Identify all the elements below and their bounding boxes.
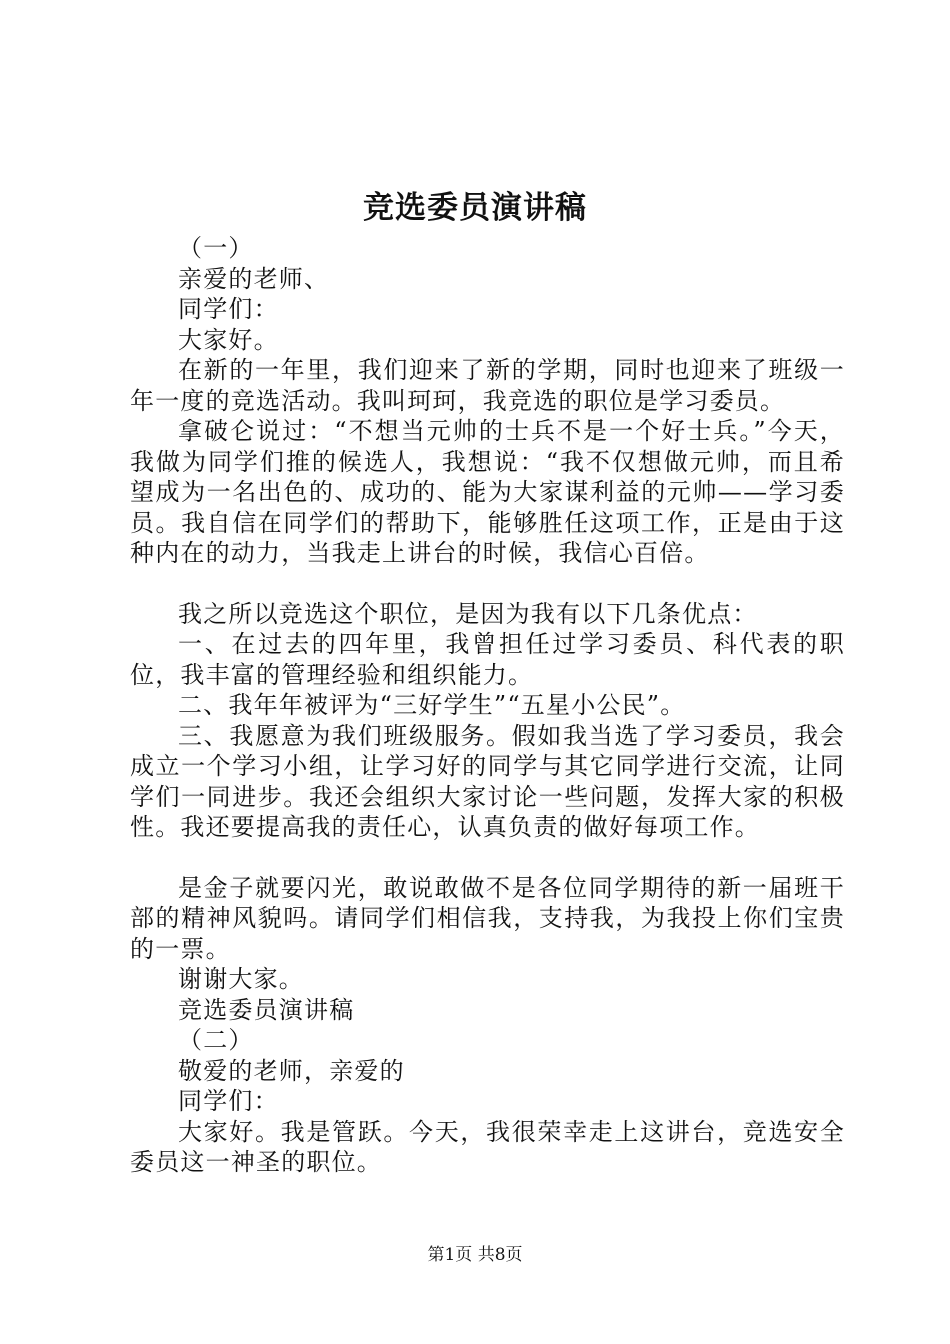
paragraph-salutation-teacher-two: 敬爱的老师，亲爱的	[178, 1056, 405, 1085]
paragraph-second-title: 竞选委员演讲稿	[178, 995, 355, 1024]
paragraph-greeting-two: 大家好。我是管跃。今天，我很荣幸走上这讲台，竞选安全委员这一神圣的职位。	[130, 1117, 845, 1176]
paragraph-reasons-intro: 我之所以竞选这个职位，是因为我有以下几条优点：	[178, 599, 758, 628]
paragraph-salutation-classmates: 同学们：	[178, 295, 279, 323]
paragraph-spacer	[130, 843, 845, 873]
paragraph-spacer	[130, 569, 845, 599]
paragraph-thanks: 谢谢大家。	[178, 965, 304, 993]
paragraph-salutation-teacher: 亲爱的老师、	[178, 264, 330, 293]
document-body	[130, 233, 845, 1178]
page-indicator: 第1页 共8页	[427, 1245, 523, 1265]
document-title: 竞选委员演讲稿	[363, 190, 587, 226]
paragraph-introduction: 在新的一年里，我们迎来了新的学期，同时也迎来了班级一年一度的竞选活动。我叫珂珂，我竞选的职位是学习委员。	[130, 356, 845, 415]
paragraph-reason-three: 三、我愿意为我们班级服务。假如我当选了学习委员，我会成立一个学习小组，让学习好的同学与其它同学进行交流，让同学们一同进步。我还会组织大家讨论一些问题，发挥大家的积极性。我还要提高我的责任心，认真负责的做好每项工作。	[130, 721, 845, 841]
paragraph-napoleon-quote: 拿破仑说过：“不想当元帅的士兵不是一个好士兵。”今天，我做为同学们推的候选人，我想说：“我不仅想做元帅，而且希望成为一名出色的、成功的、能为大家谋利益的元帅——学习委员。我自信在同学们的帮助下，能够胜任这项工作，正是由于这种内在的动力，当我走上讲台的时候，我信心百倍。	[130, 417, 845, 567]
paragraph-salutation-classmates-two: 同学们：	[178, 1087, 279, 1115]
paragraph-reason-two: 二、我年年被评为“三好学生”“五星小公民”。	[178, 691, 686, 719]
paragraph-section-two-heading: （二）	[178, 1026, 254, 1054]
paragraph-reason-one: 一、在过去的四年里，我曾担任过学习委员、科代表的职位，我丰富的管理经验和组织能力。	[130, 630, 845, 689]
paragraph-section-one-heading: （一）	[178, 234, 254, 262]
paragraph-greeting: 大家好。	[178, 325, 279, 354]
paragraph-closing-appeal: 是金子就要闪光，敢说敢做不是各位同学期待的新一届班干部的精神风貌吗。请同学们相信我，支持我，为我投上你们宝贵的一票。	[130, 873, 845, 963]
